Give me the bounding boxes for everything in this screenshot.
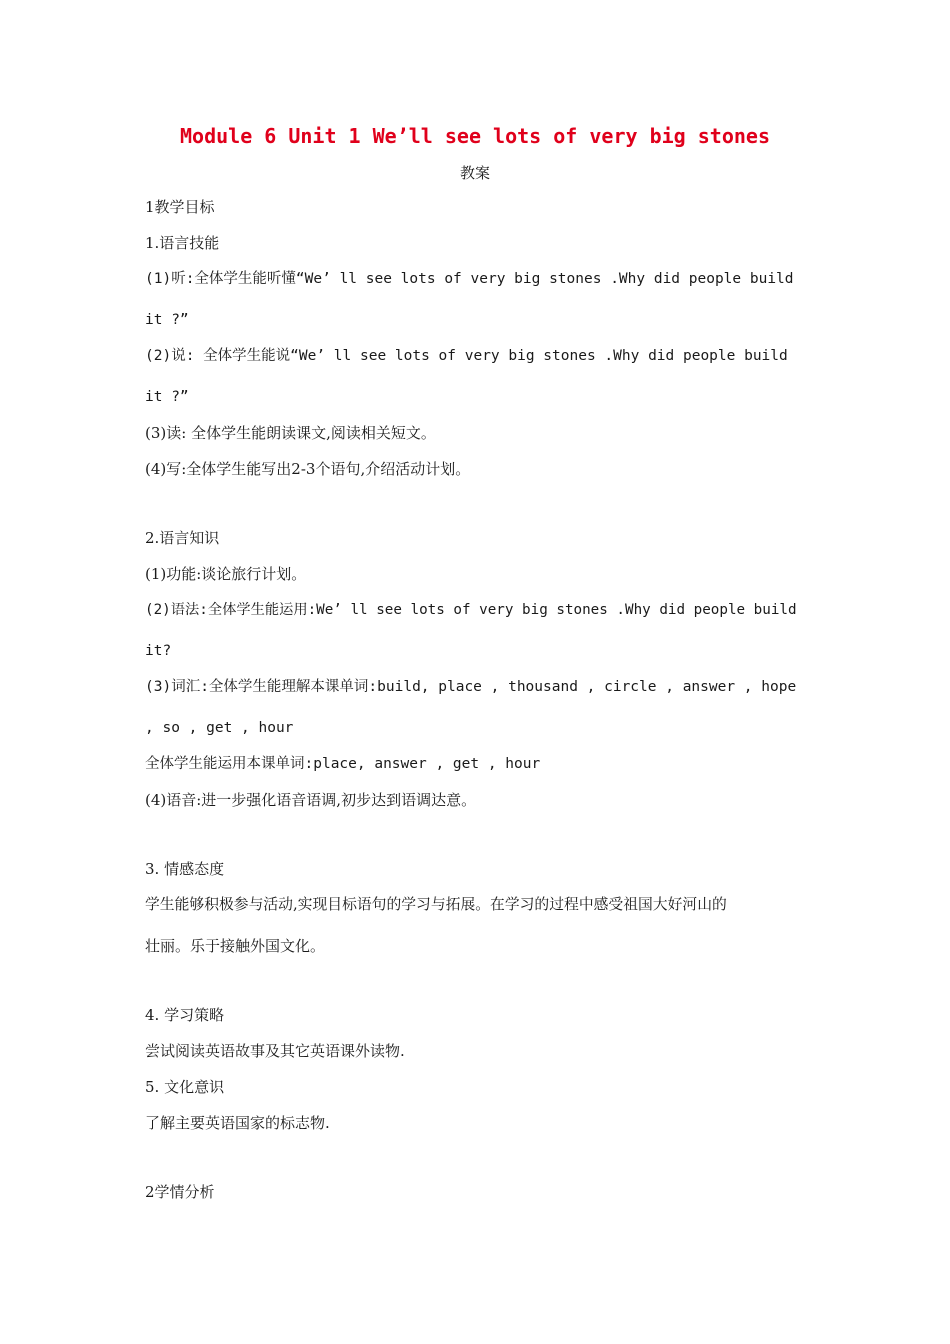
subheading-language-skills: 1.语言技能 — [145, 234, 220, 252]
subheading-strategy: 4. 学习策略 — [145, 1006, 225, 1024]
function-line: (1)功能:谈论旅行计划。 — [145, 565, 307, 583]
read-line: (3)读: 全体学生能朗读课文,阅读相关短文。 — [145, 424, 436, 442]
section-heading-analysis: 2学情分析 — [145, 1183, 215, 1201]
document-subtitle: 教案 — [459, 164, 490, 182]
listen-line-2: it ?” — [145, 312, 189, 328]
listen-line-1: (1)听:全体学生能听懂“We’ ll see lots of very big stones .Why did people build — [145, 271, 794, 287]
subheading-language-knowledge: 2.语言知识 — [145, 529, 220, 547]
grammar-line-1: (2)语法:全体学生能运用:We’ ll see lots of very big stones .Why did people build — [145, 602, 797, 618]
attitude-line-2: 壮丽。乐于接触外国文化。 — [145, 937, 326, 955]
document-title: Module 6 Unit 1 We’ll see lots of very big stones — [179, 124, 770, 148]
subheading-culture: 5. 文化意识 — [145, 1078, 225, 1096]
culture-line: 了解主要英语国家的标志物. — [145, 1114, 330, 1132]
vocab-line-2: , so , get , hour — [145, 720, 294, 736]
attitude-line-1: 学生能够积极参与活动,实现目标语句的学习与拓展。在学习的过程中感受祖国大好河山的 — [145, 896, 727, 913]
subheading-attitude: 3. 情感态度 — [145, 860, 225, 878]
speak-line-1: (2)说: 全体学生能说“We’ ll see lots of very big stones .Why did people build — [145, 348, 788, 364]
speak-line-2: it ?” — [145, 389, 189, 405]
strategy-line: 尝试阅读英语故事及其它英语课外读物. — [145, 1042, 405, 1060]
phonetics-line: (4)语音:进一步强化语音语调,初步达到语调达意。 — [145, 791, 477, 809]
write-line: (4)写:全体学生能写出2-3个语句,介绍活动计划。 — [145, 460, 471, 478]
grammar-line-2: it? — [145, 643, 172, 659]
vocab-line-3: 全体学生能运用本课单词:place, answer , get , hour — [145, 756, 541, 772]
section-heading-objectives: 1教学目标 — [145, 198, 215, 216]
vocab-line-1: (3)词汇:全体学生能理解本课单词:build, place , thousand , circle , answer , hope — [145, 679, 797, 695]
